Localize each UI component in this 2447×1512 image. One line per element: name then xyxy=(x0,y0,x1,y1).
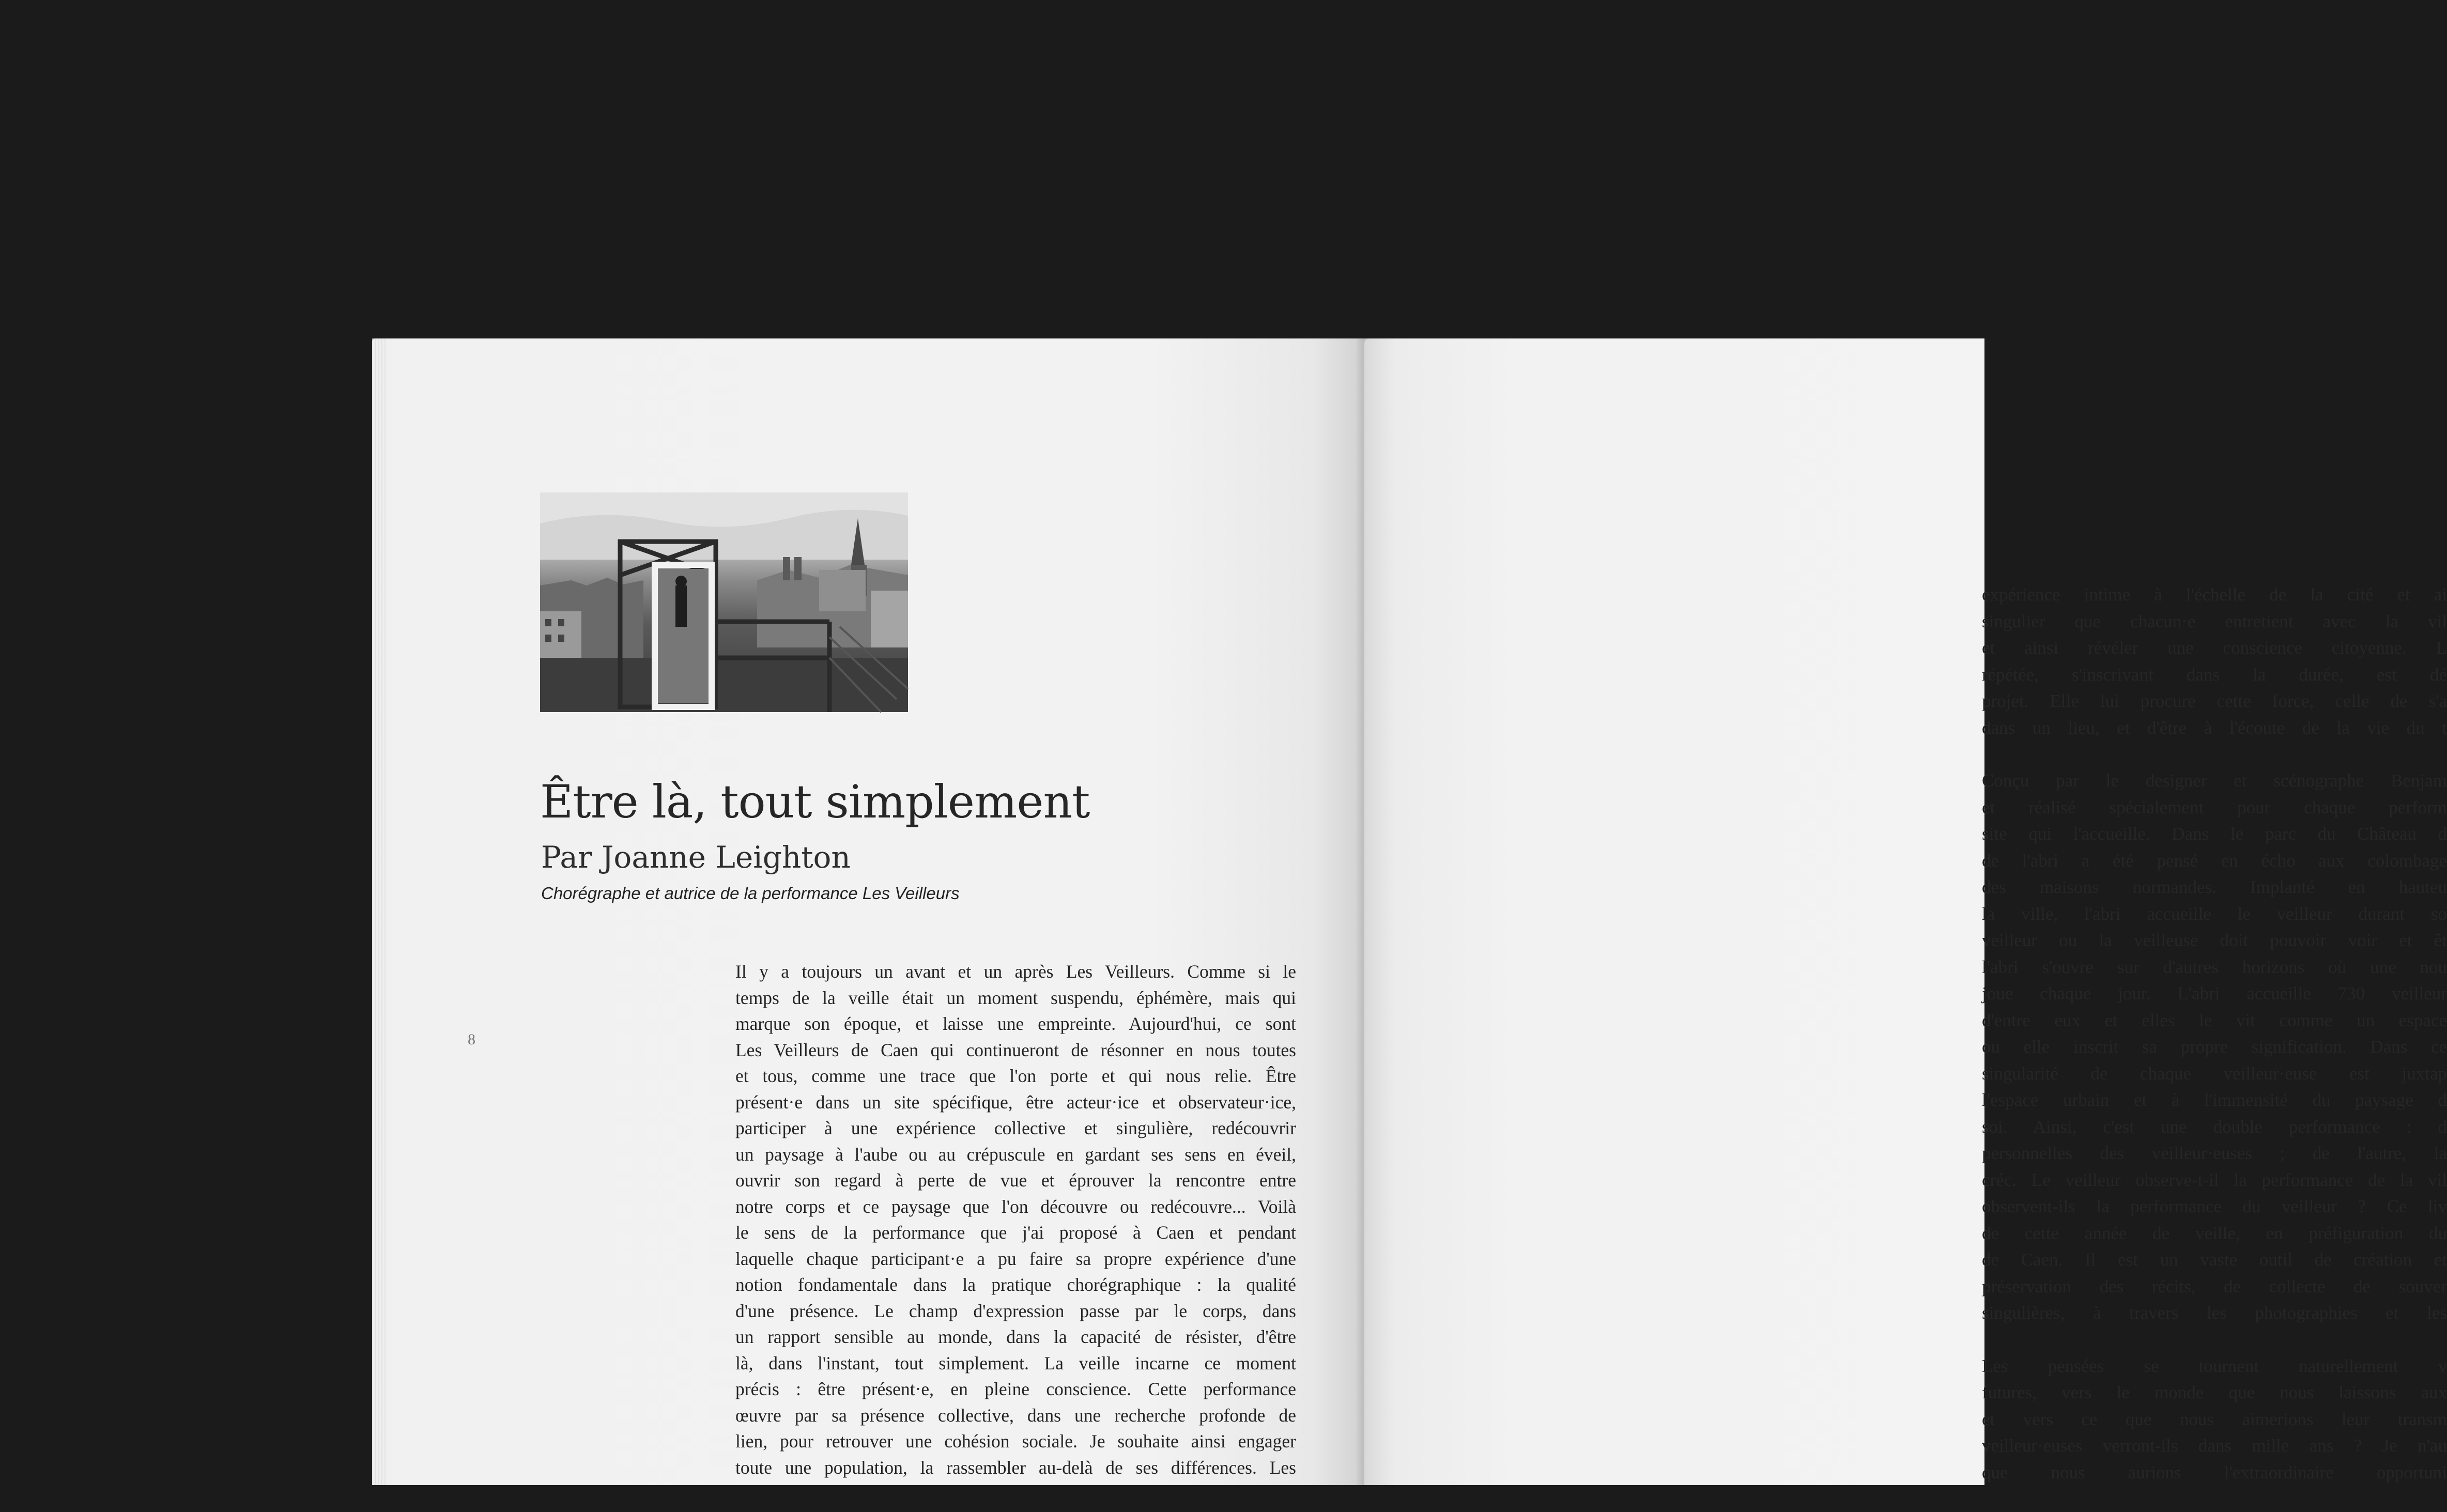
body-line: dans un lieu, et d'être à l'écoute de la vie du t xyxy=(1982,717,2447,738)
body-line: veilleur ou la veilleuse doit pouvoir voir et êt xyxy=(1982,930,2447,950)
body-line: Il y a toujours un avant et un après Les Veilleurs. Comme si le xyxy=(735,961,1296,982)
open-book xyxy=(372,338,2447,1485)
body-line: singularité de chaque veilleur·euse est juxtap xyxy=(1982,1063,2447,1084)
article-photo xyxy=(540,492,908,712)
body-line: Conçu par le designer et scénographe Benjam xyxy=(1982,770,2447,791)
page-number: 8 xyxy=(468,1031,475,1048)
body-line: futures, vers le monde que nous laissons aux xyxy=(1982,1382,2447,1402)
body-line: et vers ce que nous aimerions leur transm xyxy=(1982,1409,2447,1429)
body-line: l'abri s'ouvre sur d'autres horizons où une nou xyxy=(1982,956,2447,977)
body-line: précis : être présent·e, en pleine conscience. Cette performance xyxy=(735,1379,1296,1399)
body-line: d'entre eux et elles le vit comme un espace xyxy=(1982,1010,2447,1030)
body-line: et ainsi révéler une conscience citoyenne. L xyxy=(1982,638,2447,658)
body-line: personnelles des veilleur·euses ; de l'autre, la xyxy=(1982,1143,2447,1163)
right-page xyxy=(1364,338,2447,1485)
body-line: toute une population, la rassembler au-delà de ses différences. Les xyxy=(735,1457,1296,1478)
body-line: Les Veilleurs de Caen qui continueront de résonner en nous toutes xyxy=(735,1039,1296,1060)
body-line: de l'abri a été pensé en écho aux colombage xyxy=(1982,850,2447,871)
body-line: des maisons normandes. Implanté en hauteu xyxy=(1982,877,2447,897)
body-line: singulier que chacun·e entretient avec la vil xyxy=(1982,611,2447,631)
body-line: un rapport sensible au monde, dans la capacité de résister, d'être xyxy=(735,1326,1296,1347)
body-line: participer à une expérience collective et singulière, redécouvrir xyxy=(735,1118,1296,1138)
body-line: le sens de la performance que j'ai proposé à Caen et pendant xyxy=(735,1222,1296,1243)
body-paragraph xyxy=(1982,581,2447,741)
body-line: présent·e dans un site spécifique, être acteur·ice et observateur·ice, xyxy=(735,1091,1296,1113)
body-line: créc. Le veilleur observe-t-il la performance de la vil xyxy=(1982,1169,2447,1190)
body-line: ouvrir son regard à perte de vue et éprouver la rencontre entre xyxy=(735,1170,1296,1191)
body-line: temps de la veille était un moment suspendu, éphémère, mais qui xyxy=(735,987,1296,1008)
body-line: laquelle chaque participant·e a pu faire sa propre expérience d'une xyxy=(735,1248,1296,1269)
article-body-left xyxy=(735,959,1296,1480)
body-line: marque son époque, et laisse une empreinte. Aujourd'hui, ce sont xyxy=(735,1013,1296,1034)
body-line: joue chaque jour. L'abri accueille 730 veilleur xyxy=(1982,983,2447,1004)
body-line: répétée, s'inscrivant dans la durée, est dé xyxy=(1982,664,2447,685)
body-line: notre corps et ce paysage que l'on découvre ou redécouvre... Voilà xyxy=(735,1196,1296,1217)
body-line: la ville, l'abri accueille le veilleur durant so xyxy=(1982,903,2447,924)
body-paragraph xyxy=(1982,767,2447,1326)
body-line: de Caen. Il est un vaste outil de création et xyxy=(1982,1249,2447,1270)
body-line: et réalisé spécialement pour chaque perform xyxy=(1982,797,2447,817)
article-byline: Par Joanne Leighton xyxy=(541,840,851,875)
body-line: singulières, à travers les photographies et les xyxy=(1982,1303,2447,1323)
body-paragraph xyxy=(1982,1353,2447,1486)
body-line: l'espace urbain et à l'immensité du paysage d xyxy=(1982,1090,2447,1110)
body-line: d'une présence. Le champ d'expression passe par le corps, dans xyxy=(735,1300,1296,1321)
body-line: site qui l'accueille. Dans le parc du Château d xyxy=(1982,824,2447,844)
left-page xyxy=(372,338,1362,1485)
body-line: notion fondamentale dans la pratique chorégraphique : la qualité xyxy=(735,1274,1296,1295)
body-line: là, dans l'instant, tout simplement. La veille incarne ce moment xyxy=(735,1352,1296,1374)
article-body-right xyxy=(1982,581,2447,1512)
body-line: observent-ils la performance du veilleur ? Ce liv xyxy=(1982,1196,2447,1216)
body-line: projet. Elle lui procure cette force, celle de s'a xyxy=(1982,691,2447,711)
body-line: et tous, comme une trace que l'on porte et qui nous relie. Être xyxy=(735,1066,1296,1086)
body-line: de cette année de veille, en préfiguration du xyxy=(1982,1223,2447,1243)
article-title: Être là, tout simplement xyxy=(540,775,1090,828)
body-line: un paysage à l'aube ou au crépuscule en gardant ses sens en éveil, xyxy=(735,1144,1296,1165)
body-line: ou elle inscrit sa propre signification. Dans ce xyxy=(1982,1037,2447,1057)
body-line: expérience intime à l'échelle de la cité et ai xyxy=(1982,584,2447,605)
body-line: soi. Ainsi, c'est une double performance : d xyxy=(1982,1116,2447,1137)
body-line: que nous aurions l'extraordinaire opportuni xyxy=(1982,1462,2447,1483)
body-line: veilleur·euses verront-ils dans mille ans ? Je n'au xyxy=(1982,1436,2447,1456)
body-line: préservation des récits, de collecte de souver xyxy=(1982,1276,2447,1297)
body-line: lien, pour retrouver une cohésion sociale. Je souhaite ainsi engager xyxy=(735,1431,1296,1452)
body-line: Les pensées se tournent naturellement v xyxy=(1982,1355,2447,1376)
body-line: œuvre par sa présence collective, dans une recherche profonde de xyxy=(735,1405,1296,1426)
article-subtitle: Chorégraphe et autrice de la performance Les Veilleurs xyxy=(541,884,960,903)
